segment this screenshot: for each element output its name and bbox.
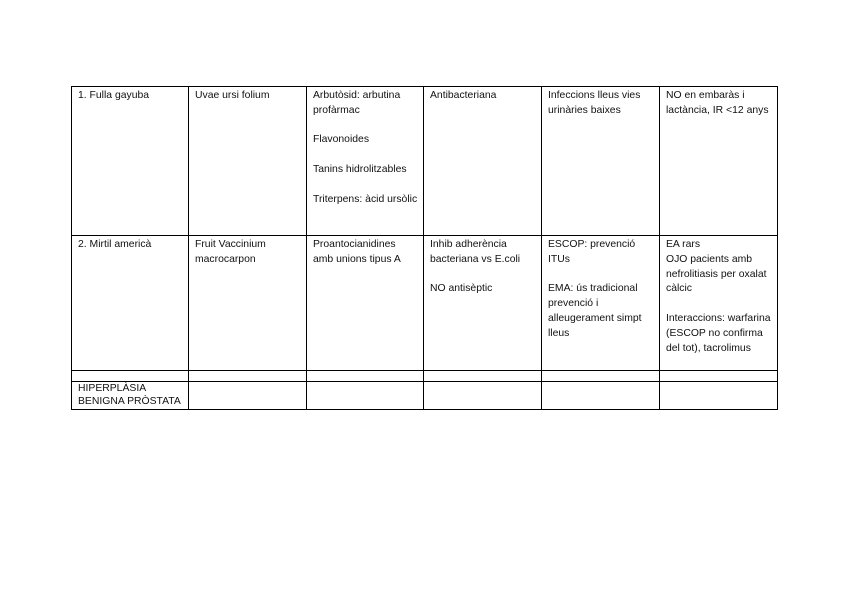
cell-text: Proantocianidines amb unions tipus A bbox=[313, 239, 401, 265]
table-cell bbox=[72, 371, 189, 382]
cell-text: EA rars bbox=[666, 239, 701, 250]
table-cell bbox=[542, 382, 660, 410]
table-cell bbox=[72, 87, 189, 236]
table-cell bbox=[424, 382, 542, 410]
table-row bbox=[72, 87, 778, 236]
cell-text: Inhib adherència bacteriana vs E.coli bbox=[430, 239, 521, 265]
herbal-monograph-table bbox=[71, 86, 778, 410]
table-cell bbox=[72, 236, 189, 371]
cell-text: Antibacteriana bbox=[430, 90, 497, 101]
cell-text: Flavonoides bbox=[313, 134, 370, 146]
table-cell bbox=[424, 371, 542, 382]
paragraph-gap bbox=[430, 268, 536, 283]
table-cell bbox=[189, 371, 307, 382]
paragraph-gap bbox=[313, 148, 418, 163]
cell-text: HIPERPLÀSIA BENIGNA PRÒSTATA bbox=[78, 383, 181, 407]
paragraph-gap bbox=[313, 178, 418, 193]
cell-text: Triterpens: àcid ursòlic bbox=[313, 193, 418, 205]
table-cell bbox=[307, 371, 424, 382]
table-row bbox=[72, 382, 778, 410]
table-cell bbox=[307, 382, 424, 410]
cell-text: Infeccions lleus vies urinàries baixes bbox=[548, 90, 644, 116]
cell-text: 2. Mirtil americà bbox=[78, 239, 152, 250]
cell-text: Uvae ursi folium bbox=[195, 90, 270, 101]
paragraph-gap bbox=[666, 297, 772, 312]
table-row bbox=[72, 236, 778, 371]
table-cell bbox=[189, 236, 307, 371]
cell-text: EMA: ús tradicional prevenció i alleugerament simpt lleus bbox=[548, 283, 645, 339]
table-cell bbox=[542, 87, 660, 236]
cell-text: Arbutòsid: arbutina profàrmac bbox=[313, 90, 404, 116]
table-cell bbox=[542, 236, 660, 371]
table-cell bbox=[660, 236, 778, 371]
cell-text: NO antisèptic bbox=[430, 283, 493, 295]
table-cell bbox=[542, 371, 660, 382]
cell-text: Interaccions: warfarina (ESCOP no confirma del tot), tacrolimus bbox=[666, 312, 774, 354]
table-cell bbox=[660, 87, 778, 236]
cell-text: NO en embaràs i lactància, IR <12 anys bbox=[666, 90, 769, 116]
table-row bbox=[72, 371, 778, 382]
table-cell bbox=[189, 87, 307, 236]
table-cell bbox=[307, 87, 424, 236]
table-cell bbox=[424, 87, 542, 236]
cell-text: Fruit Vaccinium macrocarpon bbox=[195, 239, 269, 265]
table-cell bbox=[307, 236, 424, 371]
cell-text: OJO pacients amb nefrolitiasis per oxalat càlcic bbox=[666, 253, 770, 295]
table-cell bbox=[189, 382, 307, 410]
cell-text: ESCOP: prevenció ITUs bbox=[548, 239, 639, 265]
table-cell bbox=[72, 382, 189, 410]
table-cell bbox=[660, 382, 778, 410]
table-cell bbox=[660, 371, 778, 382]
table-cell bbox=[424, 236, 542, 371]
paragraph-gap bbox=[548, 268, 654, 283]
cell-text: 1. Fulla gayuba bbox=[78, 90, 150, 101]
cell-text: Tanins hidrolitzables bbox=[313, 163, 407, 175]
paragraph-gap bbox=[313, 119, 418, 134]
